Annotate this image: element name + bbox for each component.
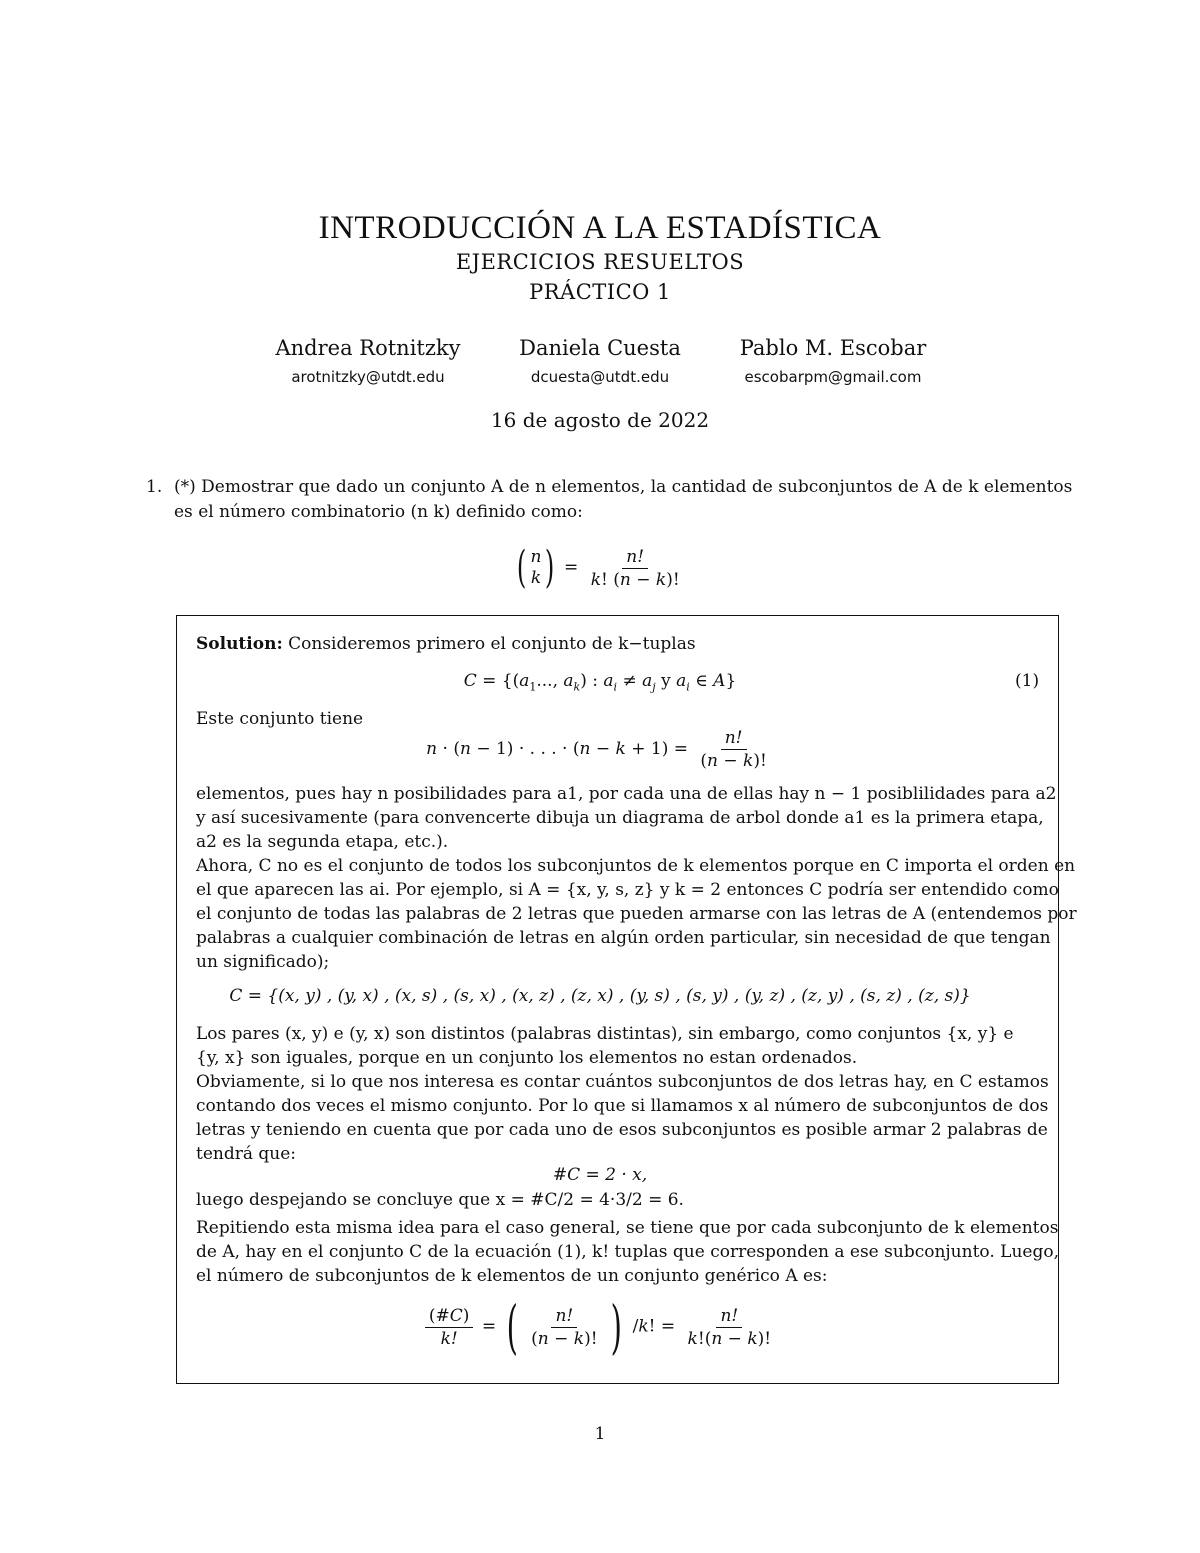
author-name: Pablo M. Escobar <box>739 336 927 360</box>
exercise-number: 1. <box>146 477 163 497</box>
equation-1-number: (1) <box>1015 671 1040 691</box>
paragraph-line: y así sucesivamente (para convencerte dibuja un diagrama de arbol donde a1 es la primera etapa, <box>196 808 1044 828</box>
paragraph-line: tendrá que: <box>196 1144 297 1164</box>
paragraph-line: {y, x} son iguales, porque en un conjunto los elementos no estan ordenados. <box>196 1048 858 1068</box>
paragraph-line: el número de subconjuntos de k elementos de un conjunto genérico A es: <box>196 1266 828 1286</box>
equation-2: n · (n − 1) · . . . · (n − k + 1) = $\frac{n!}{(n - k)!}$ <box>426 728 767 771</box>
author-block <box>470 336 730 386</box>
author-name: Andrea Rotnitzky <box>275 336 461 360</box>
paragraph-line: el conjunto de todas las palabras de 2 letras que pueden armarse con las letras de A (entendemos por <box>196 904 1077 924</box>
paragraph-line: de A, hay en el conjunto C de la ecuación (1), k! tuplas que corresponden a ese subconjunto. Luego, <box>196 1242 1059 1262</box>
paragraph-line: letras y teniendo en cuenta que por cada uno de esos subconjuntos es posible armar 2 palabras de <box>196 1120 1048 1140</box>
author-block <box>703 336 963 386</box>
equation-5: $\frac{(\#C)}{k!}$ = ( $\frac{n!}{(n - k)!}$ ) /k! = $\frac{n!}{k!(n - k)!}$ <box>0 1298 1200 1356</box>
paragraph-line: Obviamente, si lo que nos interesa es contar cuántos subconjuntos de dos letras hay, en C estamos <box>196 1072 1049 1092</box>
exercise-line-2: es el número combinatorio (n k) definido como: <box>174 502 583 522</box>
exercise-line-1: (*) Demostrar que dado un conjunto A de n elementos, la cantidad de subconjuntos de A de k elementos <box>174 477 1073 497</box>
document-title: INTRODUCCIÓN A LA ESTADÍSTICA <box>318 210 882 246</box>
document-subtitle: EJERCICIOS RESUELTOS <box>455 250 745 274</box>
author-name: Daniela Cuesta <box>519 336 681 360</box>
author-email: arotnitzky@utdt.edu <box>291 368 445 386</box>
equation-3: C = {(x, y) , (y, x) , (x, s) , (s, x) , (x, z) , (z, x) , (y, s) , (s, y) , (y, z) , (z, y) , (s, z) , (z, s)} <box>229 986 971 1006</box>
page-number: 1 <box>594 1424 606 1444</box>
practice-label: PRÁCTICO 1 <box>529 280 671 304</box>
author-email: dcuesta@utdt.edu <box>530 368 670 386</box>
solution-intro <box>196 634 696 654</box>
author-block <box>238 336 498 386</box>
paragraph-line: el que aparecen las ai. Por ejemplo, si A = {x, y, s, z} y k = 2 entonces C podría ser entendido como <box>196 880 1059 900</box>
paragraph-line: palabras a cualquier combinación de letras en algún orden particular, sin necesidad de que tengan <box>196 928 1051 948</box>
paragraph-line: Repitiendo esta misma idea para el caso general, se tiene que por cada subconjunto de k elementos <box>196 1218 1059 1238</box>
document-date: 16 de agosto de 2022 <box>490 408 710 432</box>
solution-label: Solution: <box>196 634 283 654</box>
paragraph-line: luego despejando se concluye que x = #C/2 = 4·3/2 = 6. <box>196 1190 684 1210</box>
paragraph-line: contando dos veces el mismo conjunto. Por lo que si llamamos x al número de subconjuntos de dos <box>196 1096 1049 1116</box>
paragraph-line: Los pares (x, y) e (y, x) son distintos (palabras distintas), sin embargo, como conjuntos {x, y} e <box>196 1024 1014 1044</box>
paragraph-text: Este conjunto tiene <box>196 709 364 729</box>
equation-4: #C = 2 · x, <box>552 1165 648 1185</box>
binomial-formula: ( n k ) = $\frac{n!}{k! (n - k)!}$ <box>517 542 680 593</box>
solution-intro-text: Consideremos primero el conjunto de k−tuplas <box>288 634 696 654</box>
equation-1: $C = \{(a_1$..., $a_k$) : $a_i \ne a_j$ y $a_i$ ∈ A} <box>463 671 737 694</box>
paragraph-line: un significado); <box>196 952 330 972</box>
paragraph-line: a2 es la segunda etapa, etc.). <box>196 832 449 852</box>
paragraph-line: elementos, pues hay n posibilidades para a1, por cada una de ellas hay n − 1 posiblilidades para a2 <box>196 784 1057 804</box>
author-email: escobarpm@gmail.com <box>744 368 922 386</box>
paragraph-line: Ahora, C no es el conjunto de todos los subconjuntos de k elementos porque en C importa el orden en <box>196 856 1076 876</box>
